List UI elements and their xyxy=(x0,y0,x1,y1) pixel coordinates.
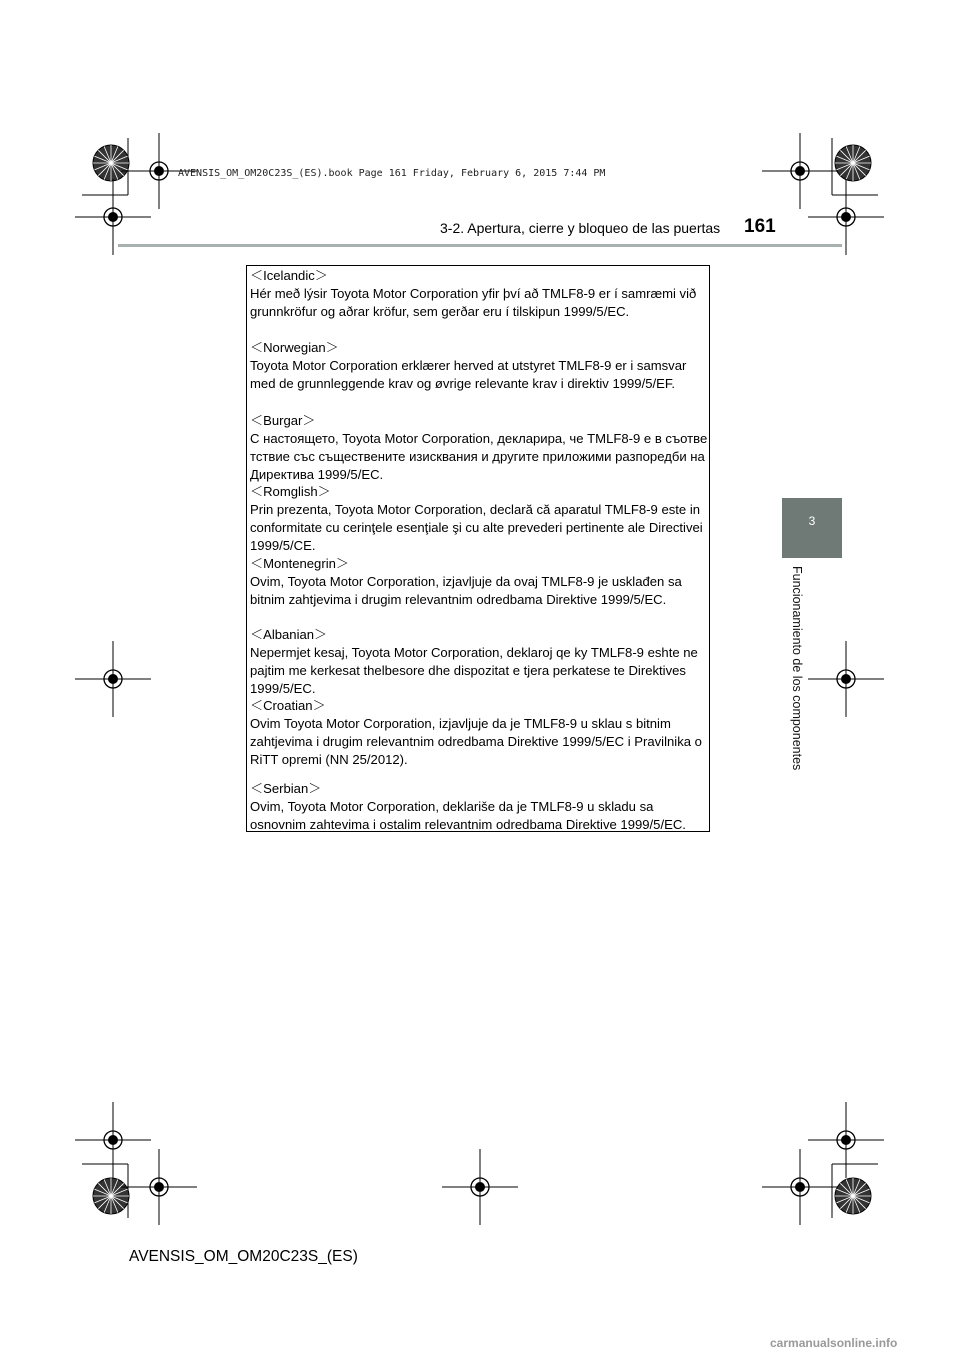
declaration-line: zahtjevima i drugim relevantnim odredbama Direktive 1999/5/EC i Pravilnika o xyxy=(250,734,702,749)
declaration-croatian xyxy=(250,697,709,769)
watermark: carmanualsonline.info xyxy=(770,1336,898,1350)
declaration-line: RiTT opremi (NN 25/2012). xyxy=(250,752,408,767)
declaration-line: med de grunnleggende krav og øvrige relevante krav i direktiv 1999/5/EF. xyxy=(250,376,676,391)
language-label: ＜Romglish＞ xyxy=(250,484,331,499)
declaration-line: 1999/5/CE. xyxy=(250,538,316,553)
print-info: AVENSIS_OM_OM20C23S_(ES).book Page 161 Friday, February 6, 2015 7:44 PM xyxy=(178,168,606,179)
declaration-line: Директива 1999/5/EC. xyxy=(250,467,384,482)
declaration-line: Prin prezenta, Toyota Motor Corporation, declară că aparatul TMLF8-9 este in xyxy=(250,502,701,517)
declaration-line: osnovnim zahtevima i ostalim relevantnim odredbama Direktive 1999/5/EC. xyxy=(250,817,686,832)
declarations-box xyxy=(246,265,710,832)
language-label: ＜Norwegian＞ xyxy=(250,340,339,355)
declaration-line: Nepermjet kesaj, Toyota Motor Corporation, deklaroj qe ky TMLF8-9 eshte ne xyxy=(250,645,698,660)
declaration-line: Hér með lýsir Toyota Motor Corporation yfir því að TMLF8-9 er í samræmi við xyxy=(250,286,697,301)
language-label: ＜Serbian＞ xyxy=(250,781,322,796)
declaration-line: pajtim me kerkesat thelbesore dhe dispozitat e tjera perkatese te Direktives xyxy=(250,663,686,678)
section-header: 3-2. Apertura, cierre y bloqueo de las puertas xyxy=(440,220,721,236)
chapter-title: Funcionamiento de los componentes xyxy=(790,566,804,771)
declaration-serbian xyxy=(250,780,709,834)
declaration-line: С настоящето, Toyota Motor Corporation, декларира, че TMLF8-9 е в съотве xyxy=(250,431,708,446)
declaration-line: Ovim Toyota Motor Corporation, izjavljuje da je TMLF8-9 u sklau s bitnim xyxy=(250,716,671,731)
declaration-albanian xyxy=(250,626,709,698)
document-id: AVENSIS_OM_OM20C23S_(ES) xyxy=(129,1248,358,1265)
declaration-line: conformitate cu cerinţele esenţiale şi cu alte prevederi pertinente ale Directivei xyxy=(250,520,703,535)
declaration-romglish xyxy=(250,483,709,555)
language-label: ＜Burgar＞ xyxy=(250,413,316,428)
declaration-burgar xyxy=(250,412,709,484)
language-label: ＜Croatian＞ xyxy=(250,698,326,713)
declaration-montenegrin xyxy=(250,555,709,609)
declaration-line: bitnim zahtjevima i drugim relevantnim odredbama Direktive 1999/5/EC. xyxy=(250,592,667,607)
declaration-line: grunnkröfur og aðrar kröfur, sem gerðar eru í tilskipun 1999/5/EC. xyxy=(250,304,630,319)
declaration-line: 1999/5/EC. xyxy=(250,681,316,696)
language-label: ＜Icelandic＞ xyxy=(250,268,328,283)
language-label: ＜Albanian＞ xyxy=(250,627,328,642)
declaration-line: тствие със съществените изисквания и другите приложими разпоредби на xyxy=(250,449,705,464)
page-number: 161 xyxy=(744,216,776,237)
declaration-line: Ovim, Toyota Motor Corporation, deklariše da je TMLF8-9 u skladu sa xyxy=(250,799,654,814)
declaration-norwegian xyxy=(250,339,709,393)
language-label: ＜Montenegrin＞ xyxy=(250,556,349,571)
declaration-line: Ovim, Toyota Motor Corporation, izjavljuje da ovaj TMLF8-9 je usklađen sa xyxy=(250,574,682,589)
declaration-icelandic xyxy=(250,267,709,321)
declaration-line: Toyota Motor Corporation erklærer herved at utstyret TMLF8-9 er i samsvar xyxy=(250,358,687,373)
chapter-tab xyxy=(782,498,842,558)
chapter-number: 3 xyxy=(808,514,816,528)
header-rule xyxy=(118,244,842,247)
